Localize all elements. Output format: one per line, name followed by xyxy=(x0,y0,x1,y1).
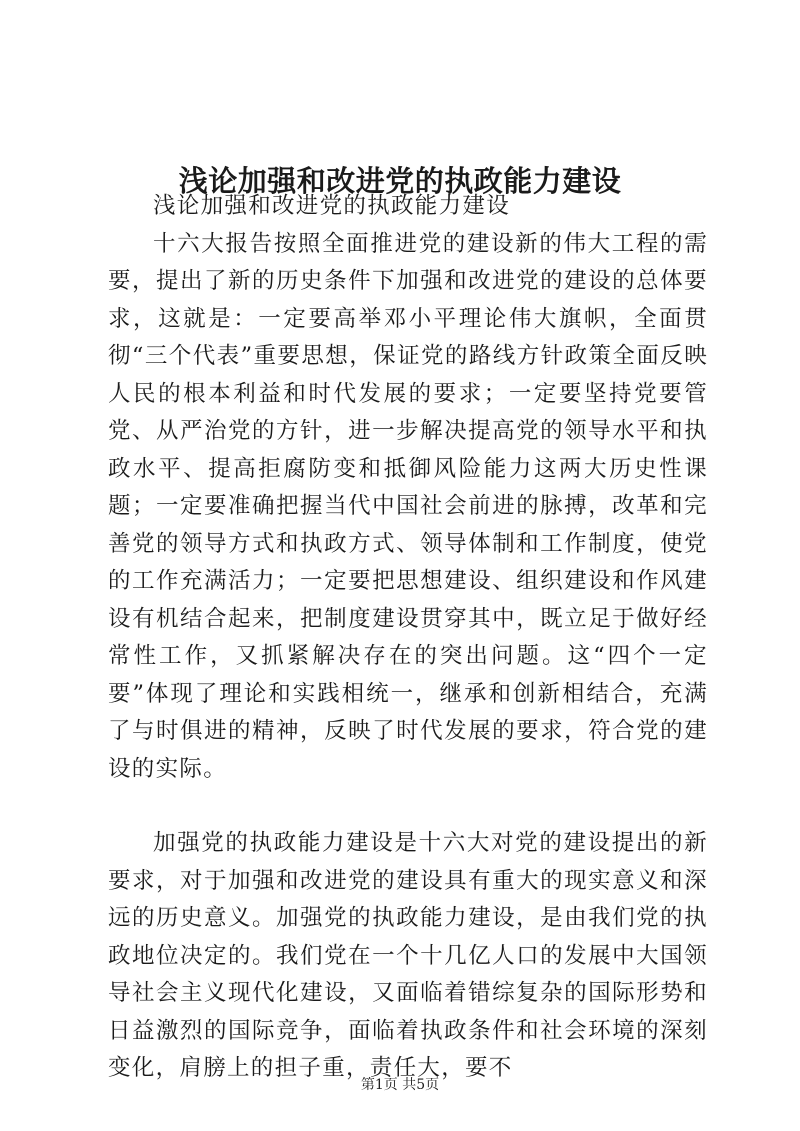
paragraph-subtitle: 浅论加强和改进党的执政能力建设 xyxy=(153,193,511,219)
paragraph: 十六大报告按照全面推进党的建设新的伟大工程的需要，提出了新的历史条件下加强和改进党的建设的总体要求，这就是：一定要高举邓小平理论伟大旗帜，全面贯彻“三个代表”重要思想，保证党的路线方针政策全面反映人民的根本利益和时代发展的要求；一定要坚持党要管党、从严治党的方针，进一步解决提高党的领导水平和执政水平、提高拒腐防变和抵御风险能力这两大历史性课题；一定要准确把握当代中国社会前进的脉搏，改革和完善党的领导方式和执政方式、领导体制和工作制度，使党的工作充满活力；一定要把思想建设、组织建设和作风建设有机结合起来，把制度建设贯穿其中，既立足于做好经常性工作，又抓紧解决存在的突出问题。这“四个一定要”体现了理论和实践相统一，继承和创新相结合，充满了与时俱进的精神，反映了时代发展的要求，符合党的建设的实际。 xyxy=(108,230,708,782)
document-body xyxy=(108,188,708,1088)
paragraph: 加强党的执政能力建设是十六大对党的建设提出的新要求，对于加强和改进党的建设具有重大的现实意义和深远的历史意义。加强党的执政能力建设，是由我们党的执政地位决定的。我们党在一个十几亿人口的发展中大国领导社会主义现代化建设，又面临着错综复杂的国际形势和日益激烈的国际竞争，面临着执政条件和社会环境的深刻变化，肩膀上的担子重，责任大，要不 xyxy=(108,830,708,1081)
page-number-footer: 第1页 共5页 xyxy=(360,1077,440,1093)
page-title: 浅论加强和改进党的执政能力建设 xyxy=(178,164,622,199)
